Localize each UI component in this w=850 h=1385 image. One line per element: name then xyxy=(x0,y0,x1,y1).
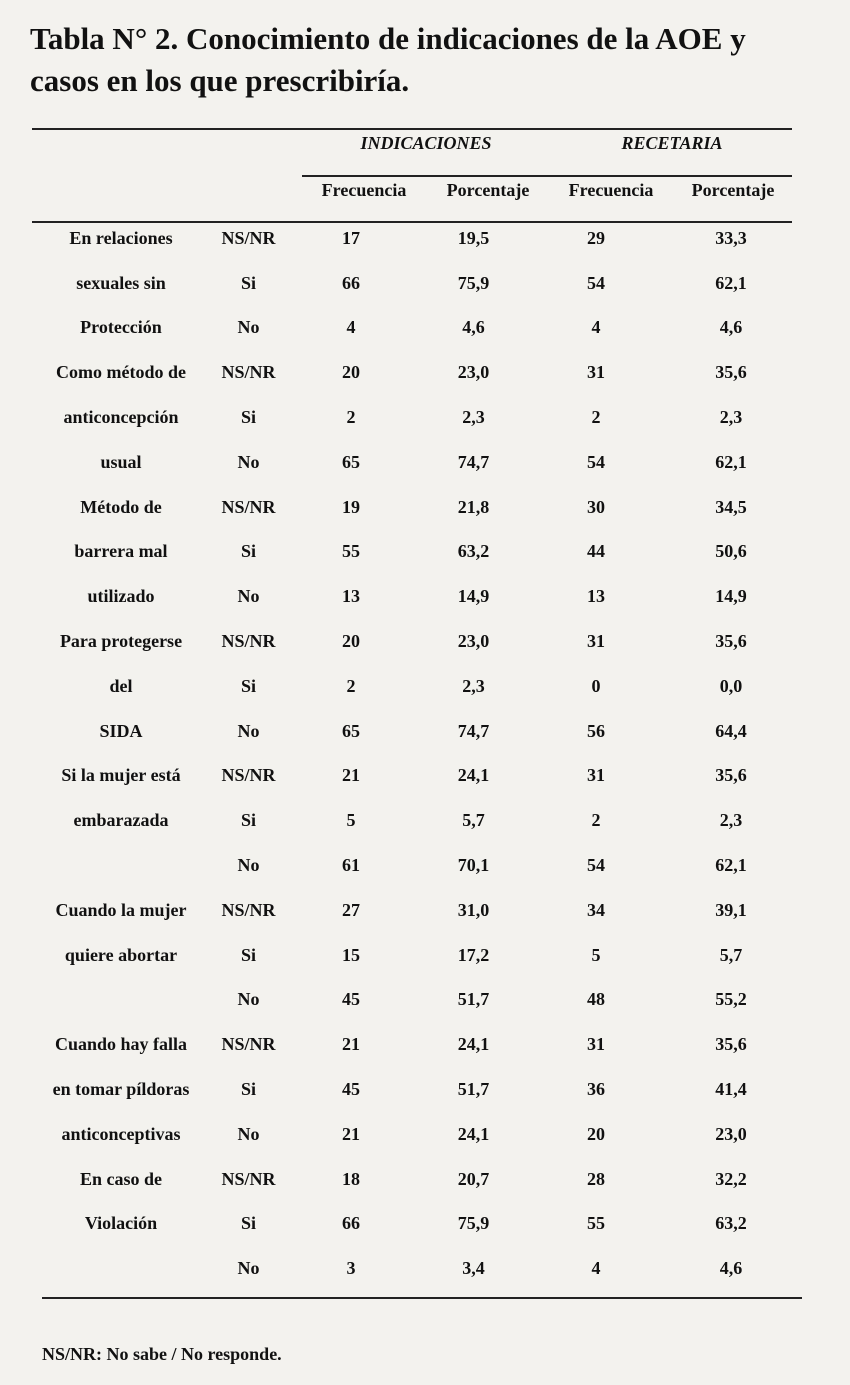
ind-frecuencia-cell: 66 xyxy=(342,272,360,293)
table-row xyxy=(36,1157,806,1202)
rec-frecuencia-cell: 4 xyxy=(591,317,601,338)
table-row xyxy=(36,574,806,619)
ind-porcentaje-cell: 21,8 xyxy=(457,496,490,517)
row-label: embarazada xyxy=(73,810,169,831)
response-cell: NS/NR xyxy=(221,1034,276,1055)
ind-porcentaje-cell: 3,4 xyxy=(462,1258,485,1279)
row-label: Método de xyxy=(80,496,162,517)
ind-frecuencia-cell: 3 xyxy=(346,1258,356,1279)
rec-porcentaje-cell: 35,6 xyxy=(715,1034,747,1055)
row-label: anticoncepción xyxy=(63,407,179,428)
response-cell: NS/NR xyxy=(221,899,276,920)
rec-frecuencia-cell: 2 xyxy=(591,810,601,831)
rec-frecuencia-cell: 36 xyxy=(587,1079,605,1100)
rec-porcentaje-cell: 4,6 xyxy=(719,1258,743,1279)
row-label: usual xyxy=(100,451,142,472)
row-label: Como método de xyxy=(56,362,186,383)
response-cell: Si xyxy=(240,675,256,696)
ind-frecuencia-cell: 45 xyxy=(342,989,360,1010)
ind-frecuencia-cell: 17 xyxy=(342,227,360,248)
row-label: En relaciones xyxy=(69,227,173,248)
table-row xyxy=(36,395,806,440)
table-row xyxy=(36,261,806,306)
response-cell: No xyxy=(237,317,260,338)
table-row xyxy=(36,216,806,261)
rec-porcentaje-cell: 2,3 xyxy=(719,407,743,428)
ind-porcentaje-cell: 23,0 xyxy=(457,631,490,652)
ind-frecuencia-cell: 5 xyxy=(346,810,356,831)
rec-porcentaje-cell: 55,2 xyxy=(715,989,747,1010)
rec-frecuencia-cell: 55 xyxy=(587,1213,605,1234)
row-label: En caso de xyxy=(79,1168,162,1189)
rec-frecuencia-cell: 0 xyxy=(591,675,601,696)
response-cell: NS/NR xyxy=(221,227,276,248)
rec-porcentaje-cell: 32,2 xyxy=(715,1168,747,1189)
rec-frecuencia-cell: 28 xyxy=(587,1168,605,1189)
ind-frecuencia-cell: 20 xyxy=(342,362,360,383)
rec-porcentaje-cell: 34,5 xyxy=(715,496,747,517)
table-row xyxy=(36,978,806,1023)
ind-porcentaje-cell: 24,1 xyxy=(457,765,490,786)
table-row xyxy=(36,754,806,799)
ind-frecuencia-cell: 15 xyxy=(342,944,360,965)
rec-porcentaje-cell: 2,3 xyxy=(719,810,743,831)
response-cell: No xyxy=(237,989,260,1010)
ind-frecuencia-cell: 20 xyxy=(342,631,360,652)
response-cell: NS/NR xyxy=(221,496,276,517)
ind-frecuencia-cell: 27 xyxy=(342,899,360,920)
subheader-ind-porcentaje: Porcentaje xyxy=(446,180,530,200)
rec-frecuencia-cell: 5 xyxy=(591,944,601,965)
ind-frecuencia-cell: 13 xyxy=(342,586,360,607)
rec-frecuencia-cell: 54 xyxy=(587,855,605,876)
response-cell: No xyxy=(237,451,260,472)
ind-porcentaje-cell: 75,9 xyxy=(457,272,490,293)
rec-frecuencia-cell: 34 xyxy=(587,899,605,920)
rec-porcentaje-cell: 50,6 xyxy=(715,541,747,562)
row-label xyxy=(36,978,206,1023)
row-label: Cuando hay falla xyxy=(54,1034,188,1055)
ind-porcentaje-cell: 51,7 xyxy=(457,989,490,1010)
rec-porcentaje-cell: 35,6 xyxy=(715,631,747,652)
response-cell: No xyxy=(237,1258,260,1279)
table-row xyxy=(36,1246,806,1291)
response-cell: NS/NR xyxy=(221,765,276,786)
ind-porcentaje-cell: 23,0 xyxy=(457,362,490,383)
ind-frecuencia-cell: 45 xyxy=(342,1079,360,1100)
row-label: Para protegerse xyxy=(59,631,183,652)
row-label: en tomar píldoras xyxy=(52,1079,190,1100)
ind-frecuencia-cell: 2 xyxy=(346,675,356,696)
rec-frecuencia-cell: 2 xyxy=(591,407,601,428)
ind-porcentaje-cell: 75,9 xyxy=(457,1213,490,1234)
row-label: Protección xyxy=(80,317,162,338)
row-label xyxy=(36,843,206,888)
rec-frecuencia-cell: 13 xyxy=(587,586,605,607)
row-label: sexuales sin xyxy=(76,272,166,293)
ind-frecuencia-cell: 2 xyxy=(346,407,356,428)
ind-porcentaje-cell: 24,1 xyxy=(457,1034,490,1055)
ind-porcentaje-cell: 74,7 xyxy=(457,720,490,741)
ind-frecuencia-cell: 65 xyxy=(342,720,360,741)
response-cell: Si xyxy=(240,272,256,293)
rec-frecuencia-cell: 20 xyxy=(587,1123,605,1144)
table-row xyxy=(36,1067,806,1112)
footnote: NS/NR: No sabe / No responde. xyxy=(42,1344,282,1364)
table-row xyxy=(36,1112,806,1157)
rec-porcentaje-cell: 0,0 xyxy=(719,675,743,696)
ind-porcentaje-cell: 5,7 xyxy=(462,810,485,831)
table-row xyxy=(36,709,806,754)
response-cell: NS/NR xyxy=(221,362,276,383)
table-row xyxy=(36,440,806,485)
ind-frecuencia-cell: 21 xyxy=(342,1034,360,1055)
ind-frecuencia-cell: 66 xyxy=(342,1213,360,1234)
rec-porcentaje-cell: 35,6 xyxy=(715,765,747,786)
rec-frecuencia-cell: 4 xyxy=(591,1258,601,1279)
row-label: Si la mujer está xyxy=(61,765,181,786)
response-cell: NS/NR xyxy=(221,631,276,652)
row-label: quiere abortar xyxy=(64,944,178,965)
rec-porcentaje-cell: 41,4 xyxy=(715,1079,747,1100)
rec-frecuencia-cell: 31 xyxy=(587,362,605,383)
rec-frecuencia-cell: 54 xyxy=(587,272,605,293)
ind-porcentaje-cell: 2,3 xyxy=(462,407,485,428)
rec-porcentaje-cell: 63,2 xyxy=(715,1213,747,1234)
ind-porcentaje-cell: 74,7 xyxy=(457,451,490,472)
table-row xyxy=(36,306,806,351)
row-label xyxy=(36,1246,206,1291)
table-row xyxy=(36,933,806,978)
ind-porcentaje-cell: 14,9 xyxy=(457,586,490,607)
ind-frecuencia-cell: 61 xyxy=(342,855,360,876)
rec-frecuencia-cell: 56 xyxy=(587,720,605,741)
ind-frecuencia-cell: 4 xyxy=(346,317,356,338)
rec-porcentaje-cell: 64,4 xyxy=(715,720,747,741)
row-label: utilizado xyxy=(87,586,155,607)
subheader-rule xyxy=(302,175,792,177)
row-label: del xyxy=(109,675,133,696)
rec-porcentaje-cell: 62,1 xyxy=(715,855,747,876)
rec-porcentaje-cell: 35,6 xyxy=(715,362,747,383)
ind-frecuencia-cell: 21 xyxy=(342,1123,360,1144)
rec-frecuencia-cell: 30 xyxy=(587,496,605,517)
rec-frecuencia-cell: 48 xyxy=(587,989,605,1010)
table-row xyxy=(36,843,806,888)
row-label: Violación xyxy=(84,1213,158,1234)
response-cell: Si xyxy=(240,407,256,428)
ind-porcentaje-cell: 63,2 xyxy=(457,541,490,562)
ind-porcentaje-cell: 24,1 xyxy=(457,1123,490,1144)
ind-porcentaje-cell: 19,5 xyxy=(457,227,490,248)
table-row xyxy=(36,1022,806,1067)
response-cell: No xyxy=(237,855,260,876)
rec-porcentaje-cell: 5,7 xyxy=(719,944,743,965)
response-cell: Si xyxy=(240,944,256,965)
rec-porcentaje-cell: 62,1 xyxy=(715,451,747,472)
table-row xyxy=(36,798,806,843)
row-label: barrera mal xyxy=(74,541,168,562)
table-row xyxy=(36,530,806,575)
subheader-ind-frecuencia: Frecuencia xyxy=(321,180,407,200)
table-row xyxy=(36,888,806,933)
rec-frecuencia-cell: 31 xyxy=(587,1034,605,1055)
table-row xyxy=(36,485,806,530)
ind-frecuencia-cell: 21 xyxy=(342,765,360,786)
rec-frecuencia-cell: 31 xyxy=(587,631,605,652)
response-cell: No xyxy=(237,586,260,607)
data-table xyxy=(36,216,806,1291)
rec-frecuencia-cell: 44 xyxy=(587,541,605,562)
ind-porcentaje-cell: 17,2 xyxy=(457,944,490,965)
response-cell: Si xyxy=(240,541,256,562)
rec-porcentaje-cell: 39,1 xyxy=(715,899,747,920)
response-cell: No xyxy=(237,1123,260,1144)
table-row xyxy=(36,664,806,709)
response-cell: NS/NR xyxy=(221,1168,276,1189)
response-cell: Si xyxy=(240,1079,256,1100)
rec-porcentaje-cell: 33,3 xyxy=(715,227,747,248)
ind-frecuencia-cell: 19 xyxy=(342,496,360,517)
ind-frecuencia-cell: 55 xyxy=(342,541,360,562)
ind-porcentaje-cell: 51,7 xyxy=(457,1079,490,1100)
table-row xyxy=(36,350,806,395)
rec-porcentaje-cell: 62,1 xyxy=(715,272,747,293)
rec-porcentaje-cell: 14,9 xyxy=(715,586,747,607)
rec-frecuencia-cell: 54 xyxy=(587,451,605,472)
ind-frecuencia-cell: 65 xyxy=(342,451,360,472)
response-cell: Si xyxy=(240,1213,256,1234)
ind-porcentaje-cell: 4,6 xyxy=(462,317,485,338)
group-header-indicaciones: INDICACIONES xyxy=(360,133,492,153)
table-row xyxy=(36,1202,806,1247)
ind-porcentaje-cell: 2,3 xyxy=(462,675,485,696)
rec-frecuencia-cell: 31 xyxy=(587,765,605,786)
ind-porcentaje-cell: 20,7 xyxy=(457,1168,490,1189)
row-label: SIDA xyxy=(99,720,143,741)
rec-frecuencia-cell: 29 xyxy=(587,227,605,248)
table-title: Tabla N° 2. Conocimiento de indicaciones de la AOE y casos en los que prescribiría. xyxy=(30,21,746,98)
ind-frecuencia-cell: 18 xyxy=(342,1168,360,1189)
response-cell: Si xyxy=(240,810,256,831)
rec-porcentaje-cell: 4,6 xyxy=(719,317,743,338)
rec-porcentaje-cell: 23,0 xyxy=(715,1123,747,1144)
subheader-rec-porcentaje: Porcentaje xyxy=(691,180,775,200)
top-rule xyxy=(32,128,792,130)
bottom-rule xyxy=(42,1297,802,1299)
response-cell: No xyxy=(237,720,260,741)
ind-porcentaje-cell: 31,0 xyxy=(457,899,490,920)
ind-porcentaje-cell: 70,1 xyxy=(457,855,490,876)
row-label: Cuando la mujer xyxy=(55,899,187,920)
group-header-recetaria: RECETARIA xyxy=(621,133,723,153)
row-label: anticonceptivas xyxy=(61,1123,181,1144)
table-row xyxy=(36,619,806,664)
subheader-rec-frecuencia: Frecuencia xyxy=(568,180,654,200)
